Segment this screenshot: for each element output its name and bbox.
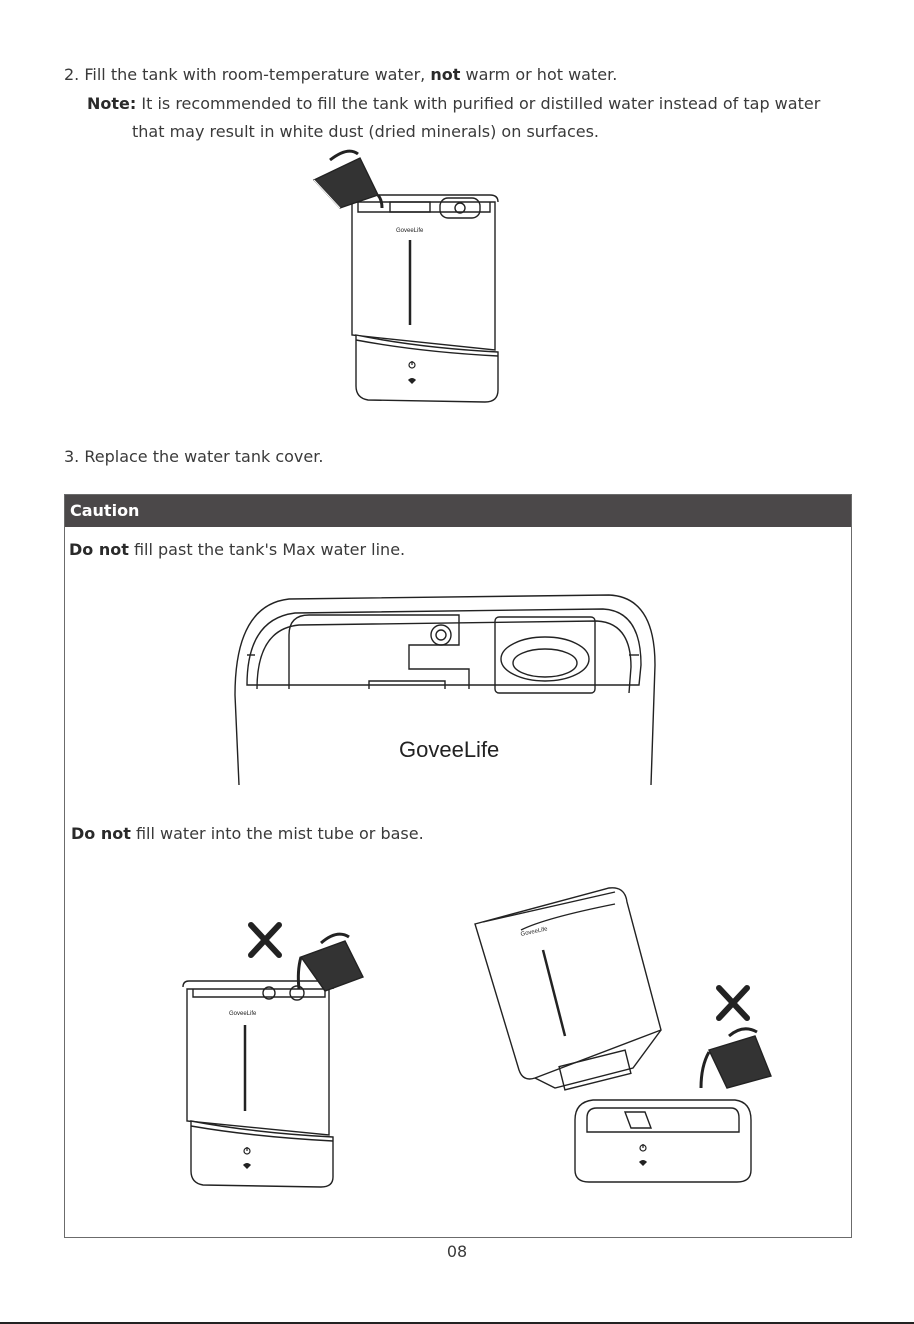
caution-emphasis: Do not — [69, 540, 129, 559]
step-2 — [64, 64, 617, 86]
caution-emphasis: Do not — [71, 824, 131, 843]
page-number: 08 — [446, 1242, 468, 1261]
max-line-illustration — [229, 585, 659, 795]
closeup-logo: GoveeLife — [399, 737, 500, 762]
note-text: It is recommended to fill the tank with purified or distilled water instead of tap water — [141, 94, 821, 113]
pitcher-icon — [314, 151, 382, 208]
tank-logo: GoveeLife — [229, 1011, 257, 1017]
fill-tank-illustration — [300, 140, 520, 415]
caution-text: fill water into the mist tube or base. — [135, 824, 424, 843]
caution-title: Caution — [65, 495, 851, 527]
step-number: 3. — [64, 447, 80, 466]
step-text: Fill the tank with room-temperature water, — [84, 65, 426, 84]
note-line-2: that may result in white dust (dried minerals) on surfaces. — [132, 122, 599, 141]
tank-logo: GoveeLife — [396, 228, 424, 234]
caution-item-1 — [69, 539, 405, 561]
cross-icon — [251, 925, 279, 955]
caution-box — [64, 494, 852, 1238]
base-illustration — [465, 880, 785, 1200]
step-emphasis: not — [430, 65, 461, 84]
caution-text: fill past the tank's Max water line. — [133, 540, 406, 559]
caution-item-2 — [71, 823, 424, 845]
step-text: Replace the water tank cover. — [84, 447, 324, 466]
step-number: 2. — [64, 65, 80, 84]
pitcher-icon — [701, 1029, 771, 1088]
note-label: Note: — [87, 94, 137, 113]
cross-icon — [719, 988, 747, 1018]
step-3 — [64, 446, 323, 468]
step-text-after: warm or hot water. — [465, 65, 618, 84]
note-line-1 — [87, 93, 820, 115]
mist-tube-illustration — [175, 915, 385, 1205]
tank-logo: GoveeLife — [520, 926, 549, 938]
pitcher-icon — [298, 934, 363, 991]
